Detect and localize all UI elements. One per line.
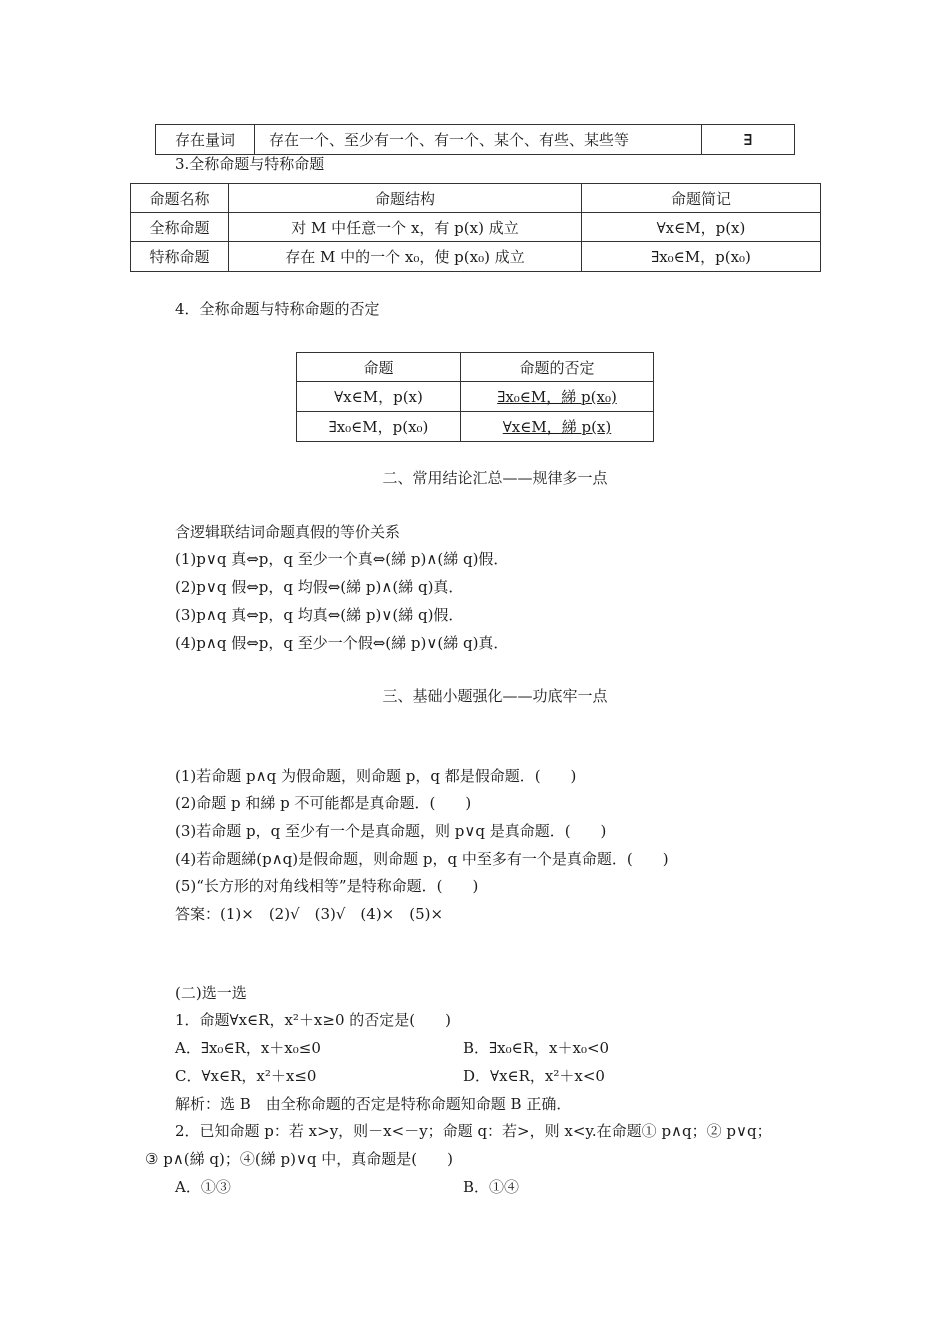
question-stem: ③ p∧(綈 q)；④(綈 p)∨q 中，真命题是( ) (145, 1150, 453, 1168)
table-cell: 存在 M 中的一个 x₀，使 p(x₀) 成立 (229, 242, 582, 272)
table-cell: 对 M 中任意一个 x，有 p(x) 成立 (229, 213, 582, 242)
option-b: B．①④ (463, 1178, 520, 1196)
list-item: (4)若命题綈(p∧q)是假命题，则命题 p，q 中至多有一个是真命题．( ) (175, 850, 669, 868)
negation-table (296, 352, 654, 442)
analysis: 解析：选 B 由全称命题的否定是特称命题知命题 B 正确． (175, 1095, 572, 1113)
list-item: (3)p∧q 真⇔p，q 均真⇔(綈 p)∨(綈 q)假． (175, 606, 464, 624)
quantifier-table (155, 124, 795, 155)
table-cell: ∃x₀∈M，p(x₀) (582, 242, 821, 272)
paragraph-title: 含逻辑联结词命题真假的等价关系 (175, 523, 401, 541)
table-header: 命题名称 (131, 184, 229, 213)
table-cell: ∀x∈M，p(x) (297, 382, 461, 412)
question-stem: 2．已知命题 p：若 x>y，则－x<－y；命题 q：若>，则 x<y.在命题① p∧q；② p∨q； (175, 1122, 772, 1140)
table-header: 命题的否定 (461, 353, 654, 382)
proposition-table (130, 183, 821, 272)
list-item: (5)“长方形的对角线相等”是特称命题．( ) (175, 877, 479, 895)
table-cell: ∀x∈M，綈 p(x) (461, 412, 654, 442)
option-a: A．①③ (175, 1178, 231, 1196)
option-c: C．∀x∈R，x²＋x≤0 (175, 1067, 317, 1085)
table-cell: ∃x₀∈M，綈 p(x₀) (461, 382, 654, 412)
table-cell: ∃ (702, 125, 795, 155)
section-heading: 三、基础小题强化——功底牢一点 (382, 687, 608, 705)
table-cell: 存在量词 (156, 125, 255, 155)
list-item: (1)p∨q 真⇔p，q 至少一个真⇔(綈 p)∧(綈 q)假． (175, 550, 509, 568)
option-a: A．∃x₀∈R，x＋x₀≤0 (175, 1039, 321, 1057)
paragraph-title: (二)选一选 (175, 984, 247, 1002)
option-d: D．∀x∈R，x²＋x<0 (463, 1067, 605, 1085)
table-header: 命题结构 (229, 184, 582, 213)
list-item: (4)p∧q 假⇔p，q 至少一个假⇔(綈 p)∨(綈 q)真． (175, 634, 509, 652)
table-cell: 全称命题 (131, 213, 229, 242)
table-cell: ∀x∈M，p(x) (582, 213, 821, 242)
question-stem: 1．命题∀x∈R，x²＋x≥0 的否定是( ) (175, 1011, 451, 1029)
list-item: (3)若命题 p，q 至少有一个是真命题，则 p∨q 是真命题．( ) (175, 822, 607, 840)
table-header: 命题 (297, 353, 461, 382)
option-b: B．∃x₀∈R，x＋x₀<0 (463, 1039, 610, 1057)
list-item: (2)p∨q 假⇔p，q 均假⇔(綈 p)∧(綈 q)真． (175, 578, 464, 596)
table-cell: ∃x₀∈M，p(x₀) (297, 412, 461, 442)
section-title: 4．全称命题与特称命题的否定 (175, 300, 380, 318)
table-header: 命题简记 (582, 184, 821, 213)
answer-line: 答案：(1)× (2)√ (3)√ (4)× (5)× (175, 905, 444, 923)
section-title: 3.全称命题与特称命题 (175, 155, 325, 173)
table-cell: 存在一个、至少有一个、有一个、某个、有些、某些等 (255, 125, 702, 155)
section-heading: 二、常用结论汇总——规律多一点 (382, 469, 608, 487)
list-item: (1)若命题 p∧q 为假命题，则命题 p，q 都是假命题．( ) (175, 767, 577, 785)
list-item: (2)命题 p 和綈 p 不可能都是真命题．( ) (175, 794, 472, 812)
table-cell: 特称命题 (131, 242, 229, 272)
